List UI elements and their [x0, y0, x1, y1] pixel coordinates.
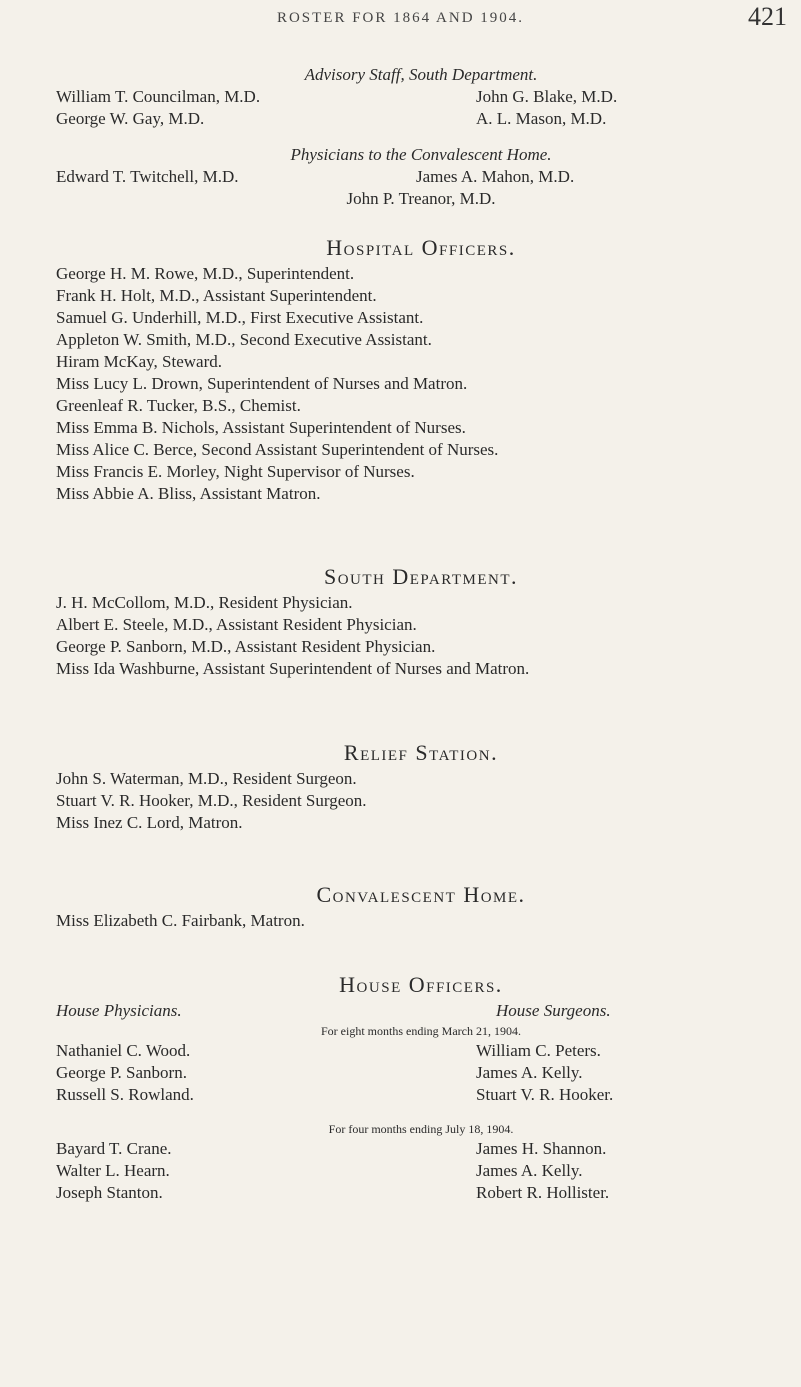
house-officer-row: [56, 1062, 786, 1084]
officer-line: Greenleaf R. Tucker, B.S., Chemist.: [56, 396, 301, 415]
officer-line: George H. M. Rowe, M.D., Superintendent.: [56, 264, 355, 283]
convalescent-home-section: [56, 880, 786, 932]
officer-line: Hiram McKay, Steward.: [56, 352, 223, 371]
officer-line: Miss Francis E. Morley, Night Supervisor of Nurses.: [56, 462, 415, 481]
house-surgeon: Robert R. Hollister.: [476, 1183, 610, 1202]
house-surgeon: Stuart V. R. Hooker.: [476, 1085, 614, 1104]
advisory-staff-section: [56, 64, 786, 130]
period-note: For four months ending July 18, 1904.: [328, 1122, 514, 1136]
convalescent-physicians-heading: Physicians to the Convalescent Home.: [290, 145, 552, 164]
officer-line: Appleton W. Smith, M.D., Second Executive Assistant.: [56, 330, 432, 349]
officer-line: Samuel G. Underhill, M.D., First Executive Assistant.: [56, 308, 424, 327]
staff-line: Miss Ida Washburne, Assistant Superintendent of Nurses and Matron.: [56, 659, 530, 678]
advisory-name: A. L. Mason, M.D.: [476, 109, 607, 128]
advisory-row: [56, 86, 786, 108]
house-officer-row: [56, 1084, 786, 1106]
advisory-name: William T. Councilman, M.D.: [56, 87, 261, 106]
south-department-section: [56, 562, 786, 680]
staff-line: George P. Sanborn, M.D., Assistant Resident Physician.: [56, 637, 436, 656]
house-surgeon: James A. Kelly.: [476, 1161, 583, 1180]
house-surgeon: William C. Peters.: [476, 1041, 601, 1060]
physician-name: Edward T. Twitchell, M.D.: [56, 167, 239, 186]
house-physician: Russell S. Rowland.: [56, 1085, 194, 1104]
physician-name: James A. Mahon, M.D.: [416, 167, 575, 186]
house-physician: Joseph Stanton.: [56, 1183, 163, 1202]
hospital-officers-heading: Hospital Officers.: [326, 235, 516, 260]
house-physicians-heading: House Physicians.: [56, 1001, 182, 1020]
convalescent-physicians-section: [56, 144, 786, 210]
house-physician: Walter L. Hearn.: [56, 1161, 170, 1180]
staff-line: J. H. McCollom, M.D., Resident Physician.: [56, 593, 353, 612]
house-officer-row: [56, 1138, 786, 1160]
south-department-heading: South Department.: [323, 564, 518, 589]
staff-line: Miss Elizabeth C. Fairbank, Matron.: [56, 911, 305, 930]
officer-line: Miss Emma B. Nichols, Assistant Superintendent of Nurses.: [56, 418, 466, 437]
running-title: ROSTER FOR 1864 AND 1904.: [276, 10, 525, 26]
house-officer-row: [56, 1040, 786, 1062]
advisory-name: George W. Gay, M.D.: [56, 109, 205, 128]
house-surgeon: James A. Kelly.: [476, 1063, 583, 1082]
convalescent-physicians-row: [56, 166, 786, 188]
house-officers-heading: House Officers.: [339, 972, 503, 997]
relief-station-heading: Relief Station.: [343, 740, 499, 765]
house-physician: Nathaniel C. Wood.: [56, 1041, 191, 1060]
physician-name: John P. Treanor, M.D.: [346, 189, 496, 208]
house-physician: George P. Sanborn.: [56, 1063, 187, 1082]
officer-line: Miss Abbie A. Bliss, Assistant Matron.: [56, 484, 321, 503]
advisory-row: [56, 108, 786, 130]
house-surgeons-heading: House Surgeons.: [496, 1001, 611, 1020]
officer-line: Miss Alice C. Berce, Second Assistant Superintendent of Nurses.: [56, 440, 499, 459]
house-physician: Bayard T. Crane.: [56, 1139, 172, 1158]
staff-line: Miss Inez C. Lord, Matron.: [56, 813, 243, 832]
hospital-officers-section: [56, 233, 786, 505]
staff-line: Albert E. Steele, M.D., Assistant Resident Physician.: [56, 615, 417, 634]
staff-line: John S. Waterman, M.D., Resident Surgeon.: [56, 769, 357, 788]
house-officer-row: [56, 1182, 786, 1204]
relief-station-section: [56, 738, 786, 834]
period-note: For eight months ending March 21, 1904.: [321, 1024, 521, 1038]
staff-line: Stuart V. R. Hooker, M.D., Resident Surgeon.: [56, 791, 367, 810]
advisory-staff-heading: Advisory Staff, South Department.: [304, 65, 538, 84]
advisory-name: John G. Blake, M.D.: [476, 87, 618, 106]
officer-line: Frank H. Holt, M.D., Assistant Superintendent.: [56, 286, 377, 305]
house-officer-row: [56, 1160, 786, 1182]
house-officers-section: [56, 970, 786, 1204]
house-officers-columns: [56, 1000, 786, 1022]
page-number: 421: [748, 2, 787, 31]
house-surgeon: James H. Shannon.: [476, 1139, 607, 1158]
convalescent-home-heading: Convalescent Home.: [316, 882, 526, 907]
officer-line: Miss Lucy L. Drown, Superintendent of Nurses and Matron.: [56, 374, 468, 393]
